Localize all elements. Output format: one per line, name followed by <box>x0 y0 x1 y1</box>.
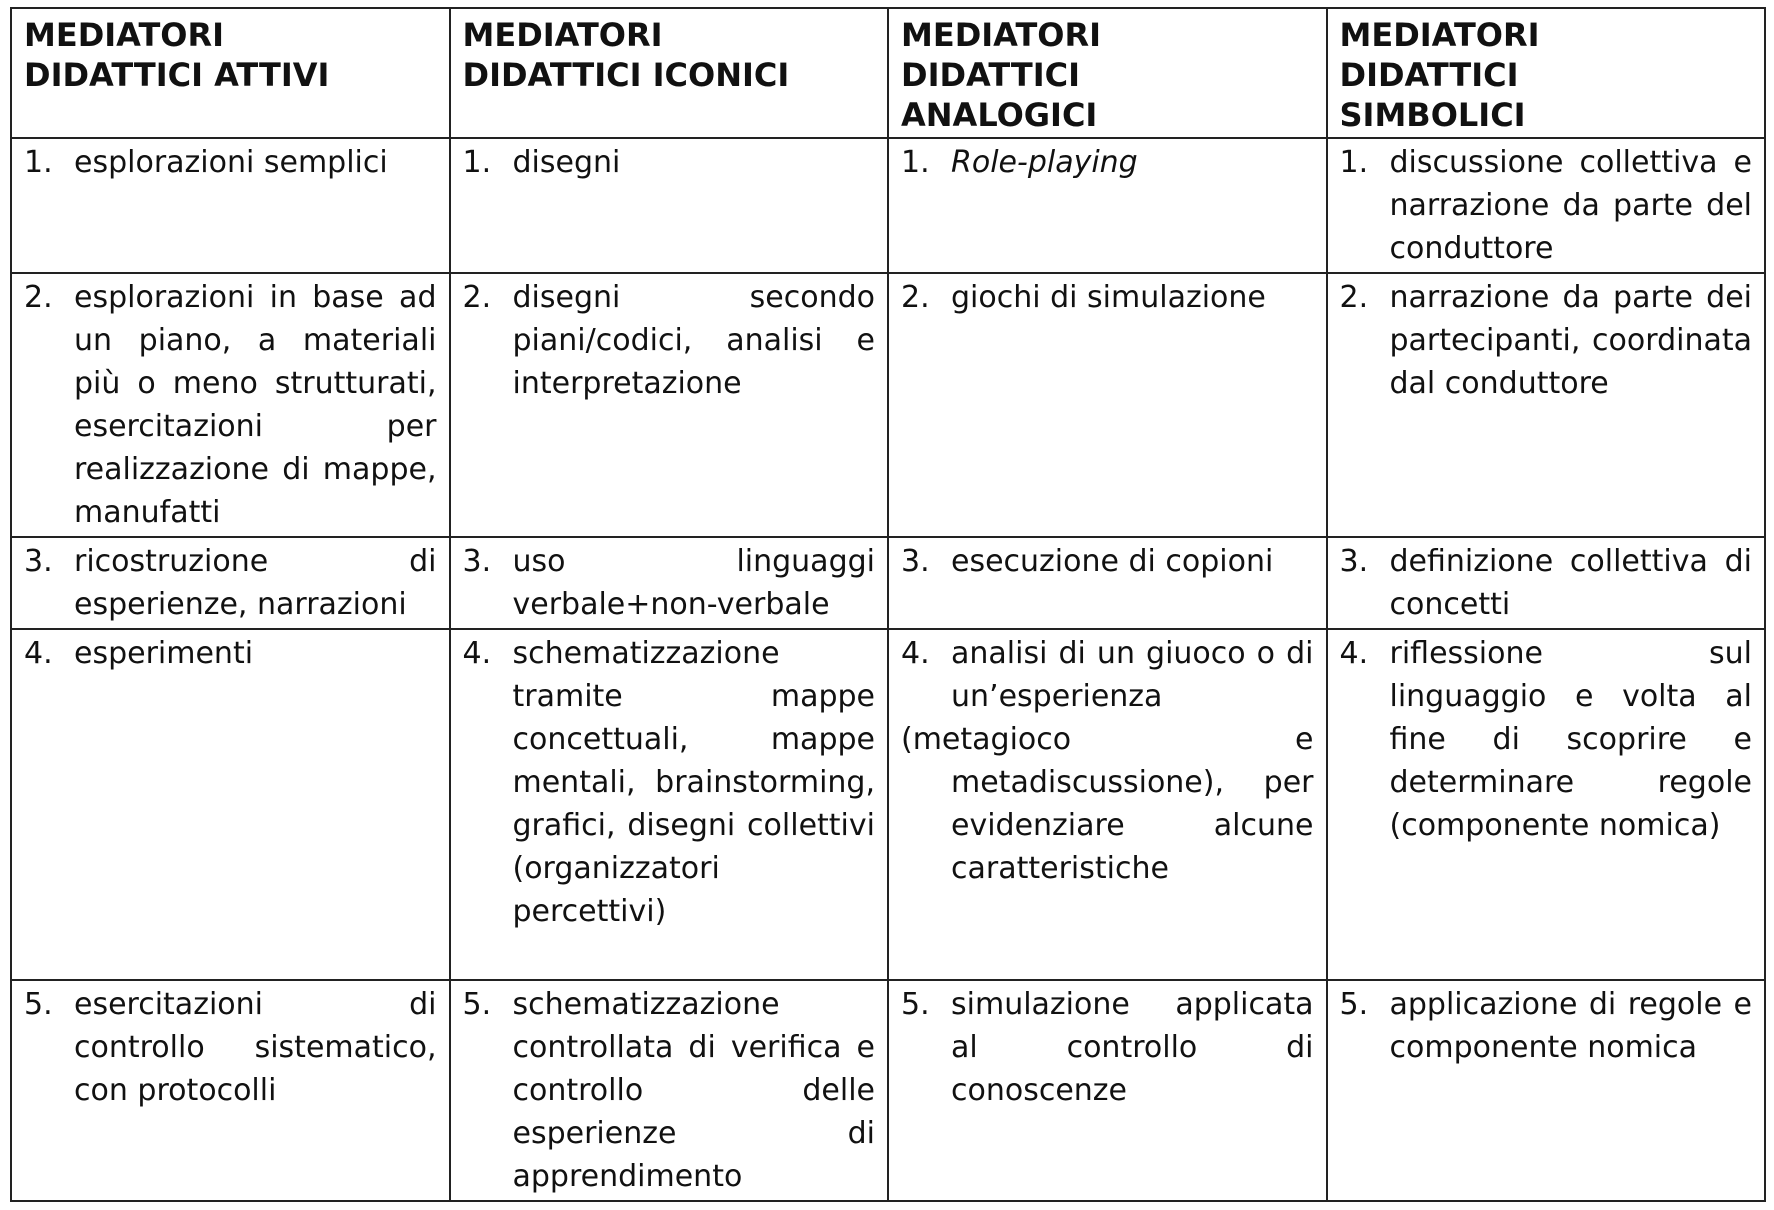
item-text: simulazione applicata al controllo di conoscenze <box>951 987 1314 1108</box>
table-row <box>11 273 1765 537</box>
item-text: uso linguaggi verbale+non-verbale <box>512 544 875 622</box>
item-number: 4. <box>24 636 53 671</box>
item-text: riflessione sul linguaggio e volta al fine di scoprire e determinare regole (componente nomica) <box>1389 636 1752 843</box>
mediatori-table <box>10 7 1766 1202</box>
table-cell <box>1327 629 1766 980</box>
table-cell <box>450 980 889 1201</box>
item-text: esplorazioni in base ad un piano, a materiali più o meno strutturati, esercitazioni per realizzazione di mappe, manufatti <box>74 280 437 530</box>
table-cell <box>450 273 889 537</box>
header-line: MEDIATORI <box>1339 16 1540 54</box>
item-number: 2. <box>1339 280 1369 315</box>
header-iconici <box>450 8 889 138</box>
header-line: MEDIATORI <box>901 16 1102 54</box>
item-text: schematizzazione tramite mappe concettuali, mappe mentali, brainstorming, grafici, disegni collettivi (organizzatori percettivi) <box>512 636 875 929</box>
table-cell <box>888 138 1327 273</box>
table-cell <box>1327 273 1766 537</box>
item-number: 5. <box>1339 987 1369 1022</box>
item-number: 5. <box>462 987 492 1022</box>
item-number: 2. <box>24 280 53 315</box>
item-number: 4. <box>901 636 930 671</box>
header-line: DIDATTICI <box>901 56 1080 94</box>
table-row <box>11 980 1765 1201</box>
item-number: 2. <box>462 280 492 315</box>
header-line: DIDATTICI ICONICI <box>462 56 790 94</box>
item-number: 1. <box>901 145 930 180</box>
item-number: 1. <box>24 145 53 180</box>
item-text-outdent: (metagioco e <box>901 722 1314 757</box>
item-text: definizione collettiva di concetti <box>1389 544 1752 622</box>
table-cell <box>888 273 1327 537</box>
item-text: esplorazioni semplici <box>74 145 388 180</box>
header-analogici <box>888 8 1327 138</box>
item-number: 3. <box>1339 544 1369 579</box>
item-text: discussione collettiva e narrazione da parte del conduttore <box>1389 145 1752 266</box>
item-text: esercitazioni di controllo sistematico, con protocolli <box>74 987 437 1108</box>
header-line: MEDIATORI <box>462 16 663 54</box>
table-cell <box>450 138 889 273</box>
table-row <box>11 138 1765 273</box>
table-cell <box>1327 537 1766 629</box>
table-cell <box>11 629 450 980</box>
table-cell <box>888 980 1327 1201</box>
item-text: disegni secondo piani/codici, analisi e interpretazione <box>512 280 875 401</box>
item-text: esecuzione di copioni <box>951 544 1274 579</box>
table-cell <box>1327 980 1766 1201</box>
header-attivi <box>11 8 450 138</box>
item-text: schematizzazione controllata di verifica e controllo delle esperienze di apprendimento <box>512 987 875 1194</box>
item-text: esperimenti <box>74 636 254 671</box>
header-simbolici <box>1327 8 1766 138</box>
item-text: applicazione di regole e componente nomica <box>1389 987 1752 1065</box>
item-number: 4. <box>462 636 492 671</box>
header-line: DIDATTICI ATTIVI <box>24 56 330 94</box>
table-cell <box>450 629 889 980</box>
table-cell <box>11 537 450 629</box>
table-cell <box>888 537 1327 629</box>
header-row <box>11 8 1765 138</box>
item-number: 3. <box>462 544 492 579</box>
item-text: giochi di simulazione <box>951 280 1266 315</box>
item-number: 4. <box>1339 636 1369 671</box>
item-number: 2. <box>901 280 930 315</box>
table-cell <box>450 537 889 629</box>
header-line: ANALOGICI <box>901 96 1098 134</box>
item-number: 1. <box>1339 145 1369 180</box>
table-cell <box>11 138 450 273</box>
item-number: 1. <box>462 145 492 180</box>
table-cell <box>11 980 450 1201</box>
item-number: 3. <box>901 544 930 579</box>
item-number: 5. <box>24 987 53 1022</box>
item-number: 5. <box>901 987 930 1022</box>
table-cell <box>1327 138 1766 273</box>
item-text: disegni <box>512 145 621 180</box>
table-row <box>11 537 1765 629</box>
item-text: Role-playing <box>951 145 1138 180</box>
table-cell <box>11 273 450 537</box>
header-line: DIDATTICI <box>1339 56 1519 94</box>
item-number: 3. <box>24 544 53 579</box>
item-text: metadiscussione), per evidenziare alcune caratteristiche <box>951 765 1314 886</box>
table-row <box>11 629 1765 980</box>
item-text: ricostruzione di esperienze, narrazioni <box>74 544 437 622</box>
item-text: narrazione da parte dei partecipanti, coordinata dal conduttore <box>1389 280 1752 401</box>
table-cell <box>888 629 1327 980</box>
header-line: SIMBOLICI <box>1339 96 1526 134</box>
header-line: MEDIATORI <box>24 16 225 54</box>
item-text: analisi di un giuoco o di un’esperienza <box>951 636 1314 714</box>
